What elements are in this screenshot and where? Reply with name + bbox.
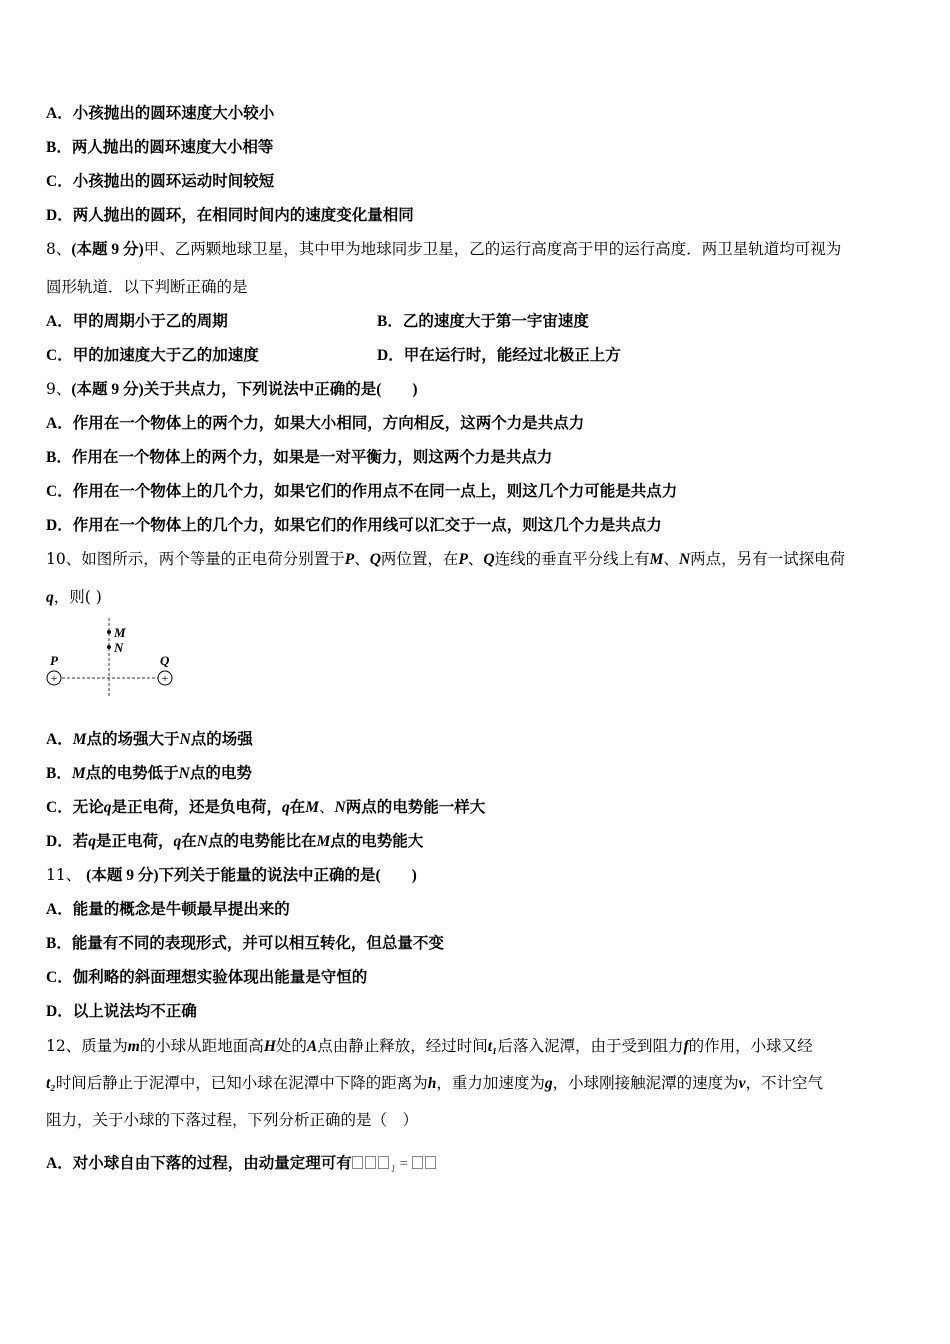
q12-stem-line1: 12、质量为m的小球从距地面高H处的A点由静止释放，经过时间t₁后落入泥潭，由于受到阻力f的作用，小球又经 — [46, 1037, 813, 1055]
q8-option-c: C．甲的加速度大于乙的加速度 — [46, 347, 259, 364]
q8-stem-line1: 8、(本题 9 分)甲、乙两颗地球卫星，其中甲为地球同步卫星，乙的运行高度高于甲的运行高度．两卫星轨道均可视为 — [46, 240, 842, 258]
charge-q-sign: + — [161, 671, 169, 685]
q11-option-a: A．能量的概念是牛顿最早提出来的 — [46, 901, 290, 918]
label-n: N — [114, 640, 124, 655]
q9-option-d: D．作用在一个物体上的几个力，如果它们的作用线可以汇交于一点，则这几个力是共点力 — [46, 517, 662, 534]
q8-option-a: A．甲的周期小于乙的周期 — [46, 313, 228, 330]
label-q: Q — [160, 653, 170, 668]
q7-option-a: A．小孩抛出的圆环速度大小较小 — [46, 105, 275, 122]
q12-stem-line3: 阻力，关于小球的下落过程，下列分析正确的是（ ） — [46, 1111, 419, 1129]
q11-option-b: B．能量有不同的表现形式，并可以相互转化，但总量不变 — [46, 935, 444, 952]
q11-option-d: D．以上说法均不正确 — [46, 1003, 197, 1020]
q10-stem-line2: q，则( ) — [46, 588, 102, 606]
q11-stem: 11、 (本题 9 分)下列关于能量的说法中正确的是( ) — [46, 866, 417, 884]
q11-option-c: C．伽利略的斜面理想实验体现出能量是守恒的 — [46, 969, 368, 986]
q10-option-d: D．若q是正电荷，q在N点的电势能比在M点的电势能大 — [46, 833, 424, 850]
q10-option-a: A．M点的场强大于N点的场强 — [46, 731, 253, 748]
q7-option-c: C．小孩抛出的圆环运动时间较短 — [46, 173, 275, 190]
label-m: M — [114, 625, 126, 640]
q9-option-a: A．作用在一个物体上的两个力，如果大小相同，方向相反，这两个力是共点力 — [46, 415, 585, 432]
q9-option-b: B．作用在一个物体上的两个力，如果是一对平衡力，则这两个力是共点力 — [46, 449, 553, 466]
q10-stem-line1: 10、如图所示，两个等量的正电荷分别置于P、Q两位置，在P、Q连线的垂直平分线上有M、N两点，另有一试探电荷 — [46, 550, 846, 568]
q8-option-b: B．乙的速度大于第一宇宙速度 — [377, 313, 589, 330]
point-n — [107, 645, 111, 649]
q7-option-b: B．两人抛出的圆环速度大小相等 — [46, 139, 274, 156]
point-m — [107, 630, 111, 634]
q12-stem-line2: t₂时间后静止于泥潭中，已知小球在泥潭中下降的距离为h，重力加速度为g，小球刚接触泥潭的速度为v，不计空气 — [46, 1074, 824, 1092]
q10-figure — [40, 616, 190, 696]
label-p: P — [50, 653, 58, 668]
q9-option-c: C．作用在一个物体上的几个力，如果它们的作用点不在同一点上，则这几个力可能是共点力 — [46, 483, 678, 500]
q7-option-d: D．两人抛出的圆环，在相同时间内的速度变化量相同 — [46, 207, 414, 224]
charge-p-sign: + — [50, 671, 58, 685]
q9-stem: 9、(本题 9 分)关于共点力，下列说法中正确的是( ) — [46, 380, 418, 398]
q10-option-b: B．M点的电势低于N点的电势 — [46, 765, 252, 782]
q10-option-c: C．无论q是正电荷，还是负电荷，q在M、N两点的电势能一样大 — [46, 798, 486, 816]
q12-option-a: A．对小球自由下落的过程，由动量定理可有 $_1$ = — [46, 1153, 438, 1180]
q8-option-d: D．甲在运行时，能经过北极正上方 — [377, 347, 621, 364]
q8-stem-line2: 圆形轨道．以下判断正确的是 — [46, 278, 248, 296]
q12-formula: $_1$ = — [352, 1156, 438, 1172]
